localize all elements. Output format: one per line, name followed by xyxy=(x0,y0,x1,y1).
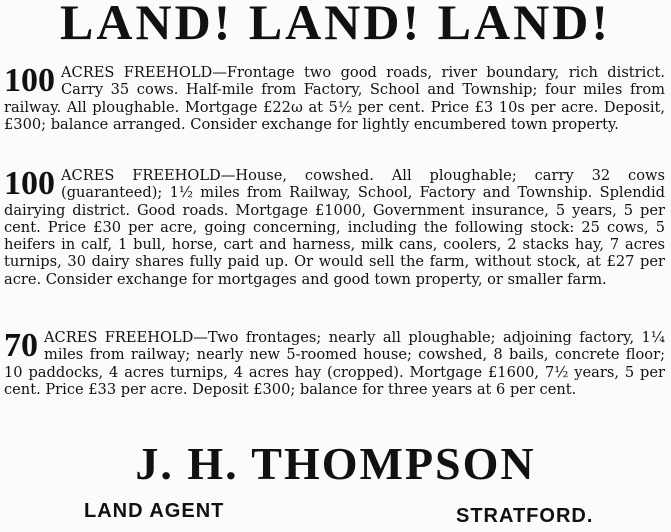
agent-name: J. H. THOMPSON xyxy=(135,438,536,489)
listing-2 xyxy=(4,167,665,288)
listing-text: ACRES FREEHOLD—House, cowshed. All ploughable; carry 32 cows (guaranteed); 1½ miles from Railway, School, Factory and Township. Splendid dairying district. Good roads. Mortgage £1000, Government insurance, 5 years, 5 per cent. Price £30 per acre, going concerning, including the following stock: 25 cows, 5 heifers in calf, 1 bull, horse, cart and harness, milk cans, coolers, 2 stacks hay, 7 acres turnips, 30 dairy shares fully paid up. Or would sell the farm, without stock, at £27 per acre. Consider exchange for mortgages and good town property, or smaller farm. xyxy=(4,167,665,288)
listing-1 xyxy=(4,64,665,133)
listing-text: ACRES FREEHOLD—Two frontages; nearly all ploughable; adjoining factory, 1¼ miles from railway; nearly new 5-roomed house; cowshed, 8 bails, concrete floor; 10 paddocks, 4 acres turnips, 4 acres hay (cropped). Mortgage £1600, 7½ years, 5 per cent. Price £33 per acre. Deposit £300; balance for three years at 6 per cent. xyxy=(4,329,665,398)
listing-acres: 100 xyxy=(4,62,55,99)
listing-acres: 70 xyxy=(4,327,38,364)
agent-town: STRATFORD. xyxy=(456,505,594,527)
headline: LAND! LAND! LAND! xyxy=(60,0,611,50)
listing-3 xyxy=(4,329,665,398)
listing-acres: 100 xyxy=(4,165,55,202)
listing-text: ACRES FREEHOLD—Frontage two good roads, river boundary, rich district. Carry 35 cows. Half-mile from Factory, School and Township; four miles from railway. All ploughable. Mortgage £22ω at 5½ per cent. Price £3 10s per acre. Deposit, £300; balance arranged. Consider exchange for lightly encumbered town property. xyxy=(4,64,665,133)
agent-role: LAND AGENT xyxy=(84,500,225,522)
